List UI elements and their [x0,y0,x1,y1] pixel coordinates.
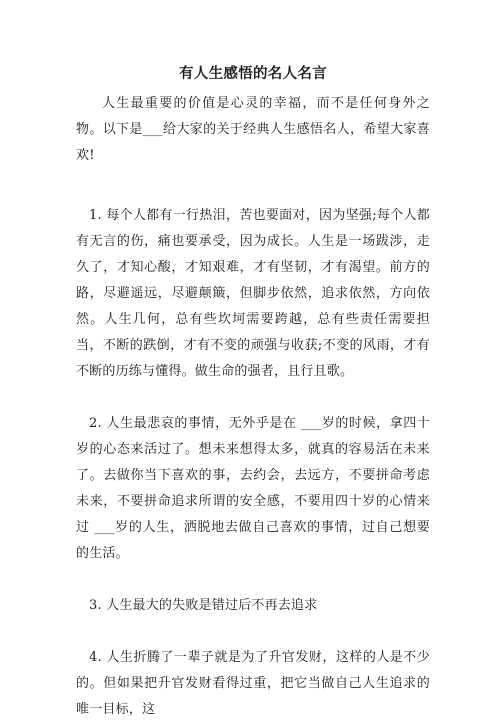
quote-paragraph-1: 1. 每个人都有一行热泪，苦也要面对，因为坚强;每个人都有无言的伤，痛也要承受，因为成长。人生是一场跋涉，走久了，才知心酸，才知艰难，才有坚韧，才有渴望。前方的路，尽避遥远，尽避颠簸，但脚步依然，追求依然，方向依然。人生几何，总有些坎坷需要跨越，总有些责任需要担当，不断的跌倒，才有不变的顽强与收获;不变的风雨，才有不断的历练与懂得。做生命的强者，且行且歌。 [76,208,430,379]
quote-paragraph-4: 4. 人生折腾了一辈子就是为了升官发财，这样的人是不少的。但如果把升官发财看得过重，把它当做自己人生追求的唯一目标，这 [76,650,430,717]
quote-paragraph-3: 3. 人生最大的失败是错过后不再去追求 [89,598,318,613]
quote-paragraph-2: 2. 人生最悲哀的事情，无外乎是在 ___岁的时候，拿四十岁的心态来活过了。想未来想得太多，就真的容易活在未来了。去做你当下喜欢的事，去约会，去远方，不要拼命考虑未来，不要拼命追求所谓的安全感，不要用四十岁的心情来过 ___岁的人生，洒脱地去做自己喜欢的事情，过自己想要的生活。 [76,416,430,561]
document-title: 有人生感悟的名人名言 [179,65,327,82]
intro-paragraph: 人生最重要的价值是心灵的幸福，而不是任何身外之物。以下是___给大家的关于经典人生感悟名人，希望大家喜欢! [76,96,430,163]
